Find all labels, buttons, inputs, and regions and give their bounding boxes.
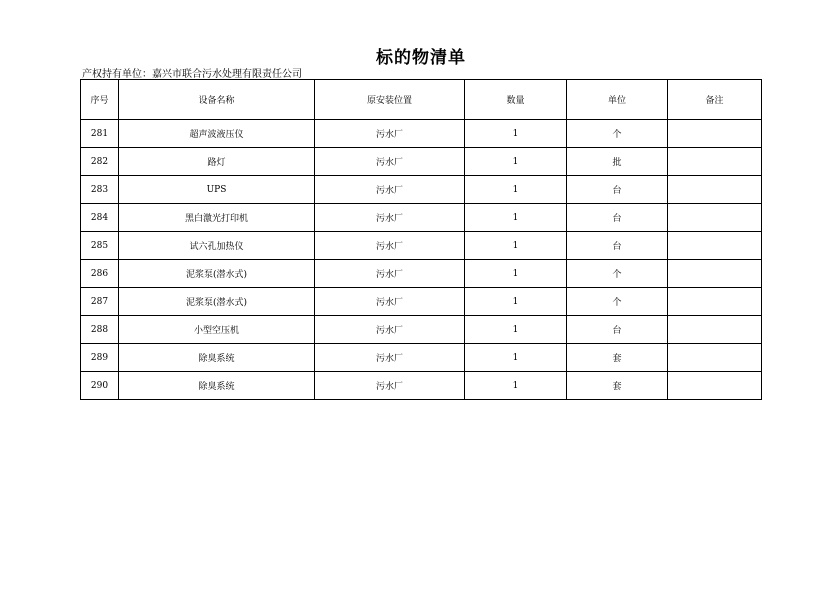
cell-unit: 个	[567, 260, 668, 288]
cell-location: 污水厂	[315, 176, 465, 204]
cell-location: 污水厂	[315, 204, 465, 232]
cell-qty: 1	[465, 316, 567, 344]
cell-qty: 1	[465, 204, 567, 232]
column-header-note: 备注	[668, 80, 762, 120]
cell-qty: 1	[465, 176, 567, 204]
cell-qty: 1	[465, 120, 567, 148]
cell-location: 污水厂	[315, 372, 465, 400]
column-header-unit: 单位	[567, 80, 668, 120]
cell-qty: 1	[465, 232, 567, 260]
cell-name: 黑白激光打印机	[119, 204, 315, 232]
cell-no: 285	[81, 232, 119, 260]
cell-name: 除臭系统	[119, 344, 315, 372]
cell-no: 288	[81, 316, 119, 344]
cell-note	[668, 344, 762, 372]
cell-qty: 1	[465, 372, 567, 400]
table-row	[81, 204, 762, 232]
cell-qty: 1	[465, 344, 567, 372]
cell-unit: 台	[567, 176, 668, 204]
cell-name: UPS	[119, 176, 315, 204]
cell-name: 泥浆泵(潜水式)	[119, 260, 315, 288]
cell-name: 小型空压机	[119, 316, 315, 344]
cell-no: 282	[81, 148, 119, 176]
table-row	[81, 232, 762, 260]
table-row	[81, 288, 762, 316]
owner-line: 产权持有单位：嘉兴市联合污水处理有限责任公司	[82, 69, 302, 80]
cell-qty: 1	[465, 148, 567, 176]
table-row	[81, 344, 762, 372]
table-row	[81, 176, 762, 204]
asset-table	[80, 79, 762, 400]
cell-unit: 个	[567, 288, 668, 316]
cell-no: 281	[81, 120, 119, 148]
table-header-row	[81, 80, 762, 120]
cell-note	[668, 372, 762, 400]
cell-no: 290	[81, 372, 119, 400]
cell-unit: 套	[567, 372, 668, 400]
cell-note	[668, 204, 762, 232]
cell-unit: 台	[567, 316, 668, 344]
cell-location: 污水厂	[315, 316, 465, 344]
cell-note	[668, 288, 762, 316]
cell-no: 287	[81, 288, 119, 316]
cell-location: 污水厂	[315, 148, 465, 176]
cell-location: 污水厂	[315, 120, 465, 148]
column-header-qty: 数量	[465, 80, 567, 120]
cell-location: 污水厂	[315, 344, 465, 372]
cell-qty: 1	[465, 260, 567, 288]
cell-name: 除臭系统	[119, 372, 315, 400]
cell-no: 283	[81, 176, 119, 204]
table-row	[81, 148, 762, 176]
column-header-no: 序号	[81, 80, 119, 120]
cell-location: 污水厂	[315, 260, 465, 288]
cell-no: 284	[81, 204, 119, 232]
column-header-location: 原安装位置	[315, 80, 465, 120]
cell-note	[668, 260, 762, 288]
cell-note	[668, 232, 762, 260]
table-row	[81, 260, 762, 288]
cell-no: 286	[81, 260, 119, 288]
cell-unit: 台	[567, 232, 668, 260]
cell-qty: 1	[465, 288, 567, 316]
cell-name: 泥浆泵(潜水式)	[119, 288, 315, 316]
page-title: 标的物清单	[376, 48, 466, 68]
cell-location: 污水厂	[315, 232, 465, 260]
cell-name: 路灯	[119, 148, 315, 176]
cell-unit: 个	[567, 120, 668, 148]
table-row	[81, 372, 762, 400]
cell-name: 试六孔加热仪	[119, 232, 315, 260]
cell-unit: 批	[567, 148, 668, 176]
cell-name: 超声波液压仪	[119, 120, 315, 148]
cell-unit: 套	[567, 344, 668, 372]
cell-unit: 台	[567, 204, 668, 232]
cell-note	[668, 176, 762, 204]
cell-note	[668, 120, 762, 148]
table-row	[81, 316, 762, 344]
cell-note	[668, 316, 762, 344]
column-header-name: 设备名称	[119, 80, 315, 120]
cell-no: 289	[81, 344, 119, 372]
cell-note	[668, 148, 762, 176]
cell-location: 污水厂	[315, 288, 465, 316]
table-row	[81, 120, 762, 148]
